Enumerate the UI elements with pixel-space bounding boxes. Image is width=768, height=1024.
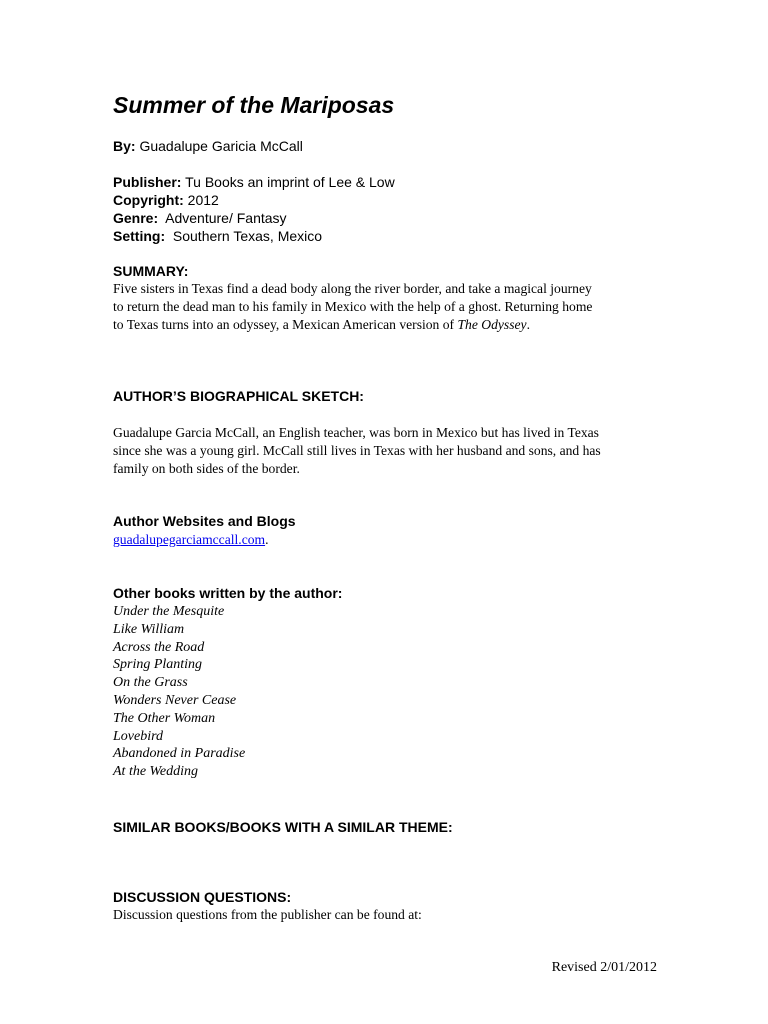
- genre-value: Adventure/ Fantasy: [165, 210, 287, 226]
- genre-label: Genre:: [113, 210, 159, 226]
- copyright-field: [113, 191, 219, 209]
- summary-line-3: [113, 316, 530, 334]
- summary-line-1: Five sisters in Texas find a dead body along the river border, and take a magical journey: [113, 281, 592, 296]
- author-label: By:: [113, 138, 136, 154]
- genre-field: [113, 209, 287, 227]
- bio-line-1: Guadalupe Garcia McCall, an English teacher, was born in Mexico but has lived in Texas: [113, 425, 599, 440]
- summary-line-3-text: to Texas turns into an odyssey, a Mexican American version of: [113, 317, 458, 332]
- bio-heading: AUTHOR’S BIOGRAPHICAL SKETCH:: [113, 388, 364, 404]
- list-item: The Other Woman: [113, 710, 216, 726]
- list-item: Spring Planting: [113, 657, 203, 673]
- similar-books-heading: SIMILAR BOOKS/BOOKS WITH A SIMILAR THEME:: [113, 819, 453, 835]
- setting-field: [113, 227, 322, 245]
- bio-line-2: since she was a young girl. McCall still lives in Texas with her husband and sons, and has: [113, 443, 601, 458]
- other-books-list: [113, 603, 245, 781]
- websites-heading: Author Websites and Blogs: [113, 513, 296, 529]
- setting-value: Southern Texas, Mexico: [172, 228, 323, 244]
- copyright-label: Copyright:: [113, 192, 184, 208]
- author-field: [113, 137, 303, 155]
- other-books-heading: Other books written by the author:: [113, 585, 343, 601]
- bio-line-3: family on both sides of the border.: [113, 461, 300, 476]
- list-item: Wonders Never Cease: [113, 692, 237, 708]
- summary-heading: SUMMARY:: [113, 263, 189, 279]
- list-item: Like William: [113, 621, 185, 637]
- list-item: Across the Road: [113, 639, 205, 655]
- book-title: Summer of the Mariposas: [113, 92, 395, 118]
- website-link-period: .: [265, 532, 269, 547]
- publisher-field: [113, 173, 395, 191]
- summary-odyssey-title: The Odyssey: [457, 317, 527, 332]
- list-item: Lovebird: [113, 728, 164, 744]
- discussion-text: Discussion questions from the publisher can be found at:: [113, 907, 422, 922]
- publisher-label: Publisher:: [113, 174, 182, 190]
- list-item: On the Grass: [113, 675, 188, 691]
- list-item: At the Wedding: [113, 764, 199, 780]
- publisher-value: Tu Books an imprint of Lee & Low: [185, 174, 395, 190]
- list-item: Abandoned in Paradise: [113, 746, 246, 762]
- list-item: Under the Mesquite: [113, 604, 225, 619]
- discussion-heading: DISCUSSION QUESTIONS:: [113, 889, 292, 905]
- website-line: [113, 531, 269, 549]
- copyright-value: 2012: [187, 192, 219, 208]
- author-website-link[interactable]: guadalupegarciamccall.com: [113, 532, 266, 547]
- summary-line-2: to return the dead man to his family in Mexico with the help of a ghost. Returning home: [113, 299, 593, 314]
- setting-label: Setting:: [113, 228, 166, 244]
- revised-date: Revised 2/01/2012: [551, 960, 657, 975]
- summary-line-3-end: .: [526, 317, 530, 332]
- author-value: Guadalupe Garicia McCall: [139, 138, 303, 154]
